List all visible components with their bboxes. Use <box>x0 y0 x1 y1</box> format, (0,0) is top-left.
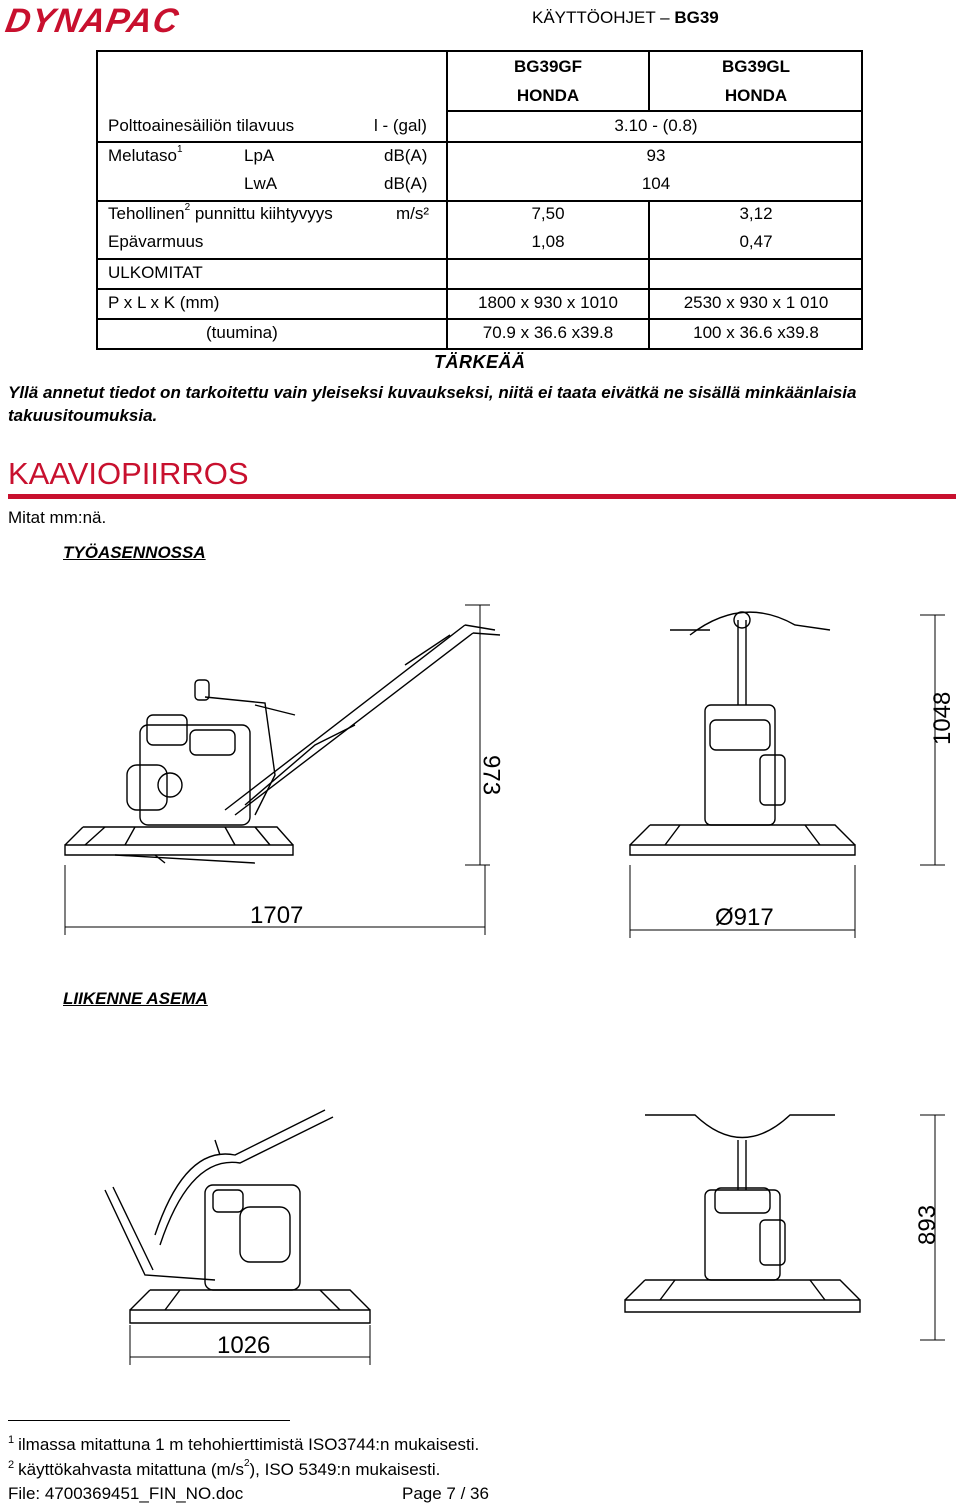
uncertainty-gl: 0,47 <box>739 232 773 251</box>
work-front-diameter-label: Ø917 <box>715 904 774 931</box>
fuel-unit: l - (gal) <box>374 116 427 135</box>
transport-side-length-label: 1026 <box>217 1332 271 1359</box>
noise-lpa-unit: dB(A) <box>384 146 428 165</box>
important-notice: Yllä annetut tiedot on tarkoitettu vain yleiseksi kuvaukseksi, niitä ei taata eivätkä ne sisällä minkäänlaisia takuusitoumuksia. <box>8 383 857 425</box>
fuel-label: Polttoainesäiliön tilavuus <box>108 116 295 135</box>
dims-in-gl: 100 x 36.6 x39.8 <box>693 323 819 342</box>
dims-in-gf: 70.9 x 36.6 x39.8 <box>482 323 614 342</box>
noise-lpa-value: 93 <box>646 146 666 165</box>
footnote-2 <box>8 1460 440 1480</box>
footer-page: Page 7 / 36 <box>402 1484 489 1503</box>
footnote-2-sup: 2 <box>243 1458 250 1469</box>
uncertainty-gf: 1,08 <box>531 232 565 251</box>
footnote-1 <box>8 1435 479 1455</box>
work-side-length-label: 1707 <box>250 902 304 929</box>
noise-lwa-value: 104 <box>641 174 671 193</box>
col-header-gf-engine: HONDA <box>516 86 580 105</box>
footer-file: File: 4700369451_FIN_NO.doc <box>8 1484 244 1503</box>
noise-label-text: Melutaso <box>108 146 177 165</box>
fuel-value: 3.10 - (0.8) <box>614 116 698 135</box>
dims-in-label: (tuumina) <box>206 323 278 342</box>
vibration-gf: 7,50 <box>531 204 565 223</box>
vibration-label <box>108 204 333 224</box>
table-divider <box>98 318 861 320</box>
section-rule <box>8 494 956 499</box>
dims-mm-gf: 1800 x 930 x 1010 <box>478 293 618 312</box>
work-position-heading: TYÖASENNOSSA <box>63 543 206 562</box>
transport-side-view-drawing <box>95 1095 385 1380</box>
spec-table <box>96 50 863 350</box>
work-front-view-drawing <box>620 600 956 950</box>
units-note: Mitat mm:nä. <box>8 508 107 527</box>
section-title: KAAVIOPIIRROS <box>8 456 249 491</box>
table-divider <box>98 288 861 290</box>
vibration-gl: 3,12 <box>739 204 773 223</box>
vibration-label-text: Tehollinen <box>108 204 185 223</box>
noise-lwa-label: LwA <box>244 174 278 193</box>
col-header-gl-engine: HONDA <box>724 86 788 105</box>
table-divider <box>98 141 861 143</box>
document-title <box>532 8 719 28</box>
important-title: TÄRKEÄÄ <box>434 352 526 372</box>
footnote-rule <box>8 1420 290 1421</box>
vibration-label-rest: punnittu kiihtyvyys <box>190 204 333 223</box>
vibration-unit: m/s² <box>396 204 430 223</box>
transport-position-heading: LIIKENNE ASEMA <box>63 989 208 1008</box>
col-header-gl-model: BG39GL <box>721 57 791 76</box>
document-model: BG39 <box>674 8 719 27</box>
table-col-divider <box>446 52 448 348</box>
noise-lpa-label: LpA <box>244 146 275 165</box>
document-title-text: KÄYTTÖOHJET – <box>532 8 675 27</box>
noise-lwa-unit: dB(A) <box>384 174 428 193</box>
footnote-2-text-post: ), ISO 5349:n mukaisesti. <box>249 1460 441 1479</box>
uncertainty-label: Epävarmuus <box>108 232 204 251</box>
dims-mm-gl: 2530 x 930 x 1 010 <box>683 293 829 312</box>
vibration-footnote-ref: 2 <box>184 202 191 213</box>
work-front-height-label: 1048 <box>929 691 956 745</box>
transport-front-height-label: 893 <box>914 1204 941 1245</box>
table-divider <box>98 200 861 202</box>
work-side-view-drawing <box>55 575 505 955</box>
table-divider <box>446 110 861 112</box>
footnote-1-text: ilmassa mitattuna 1 m tehohierttimistä ISO3744:n mukaisesti. <box>18 1435 480 1454</box>
footnote-2-number: 2 <box>8 1459 15 1471</box>
dims-mm-label: P x L x K (mm) <box>108 293 220 312</box>
noise-label <box>108 146 183 166</box>
transport-front-view-drawing <box>620 1100 950 1345</box>
dimensions-header: ULKOMITAT <box>108 263 203 282</box>
footnote-2-text-pre: käyttökahvasta mitattuna (m/s <box>18 1460 244 1479</box>
table-col-divider <box>648 52 650 112</box>
table-col-divider <box>648 200 650 348</box>
noise-footnote-ref: 1 <box>176 144 183 155</box>
footnote-1-number: 1 <box>8 1434 15 1446</box>
dynapac-logo: DYNAPAC <box>2 2 183 40</box>
table-divider <box>98 258 861 260</box>
col-header-gf-model: BG39GF <box>513 57 583 76</box>
work-side-height-label: 973 <box>477 755 505 796</box>
